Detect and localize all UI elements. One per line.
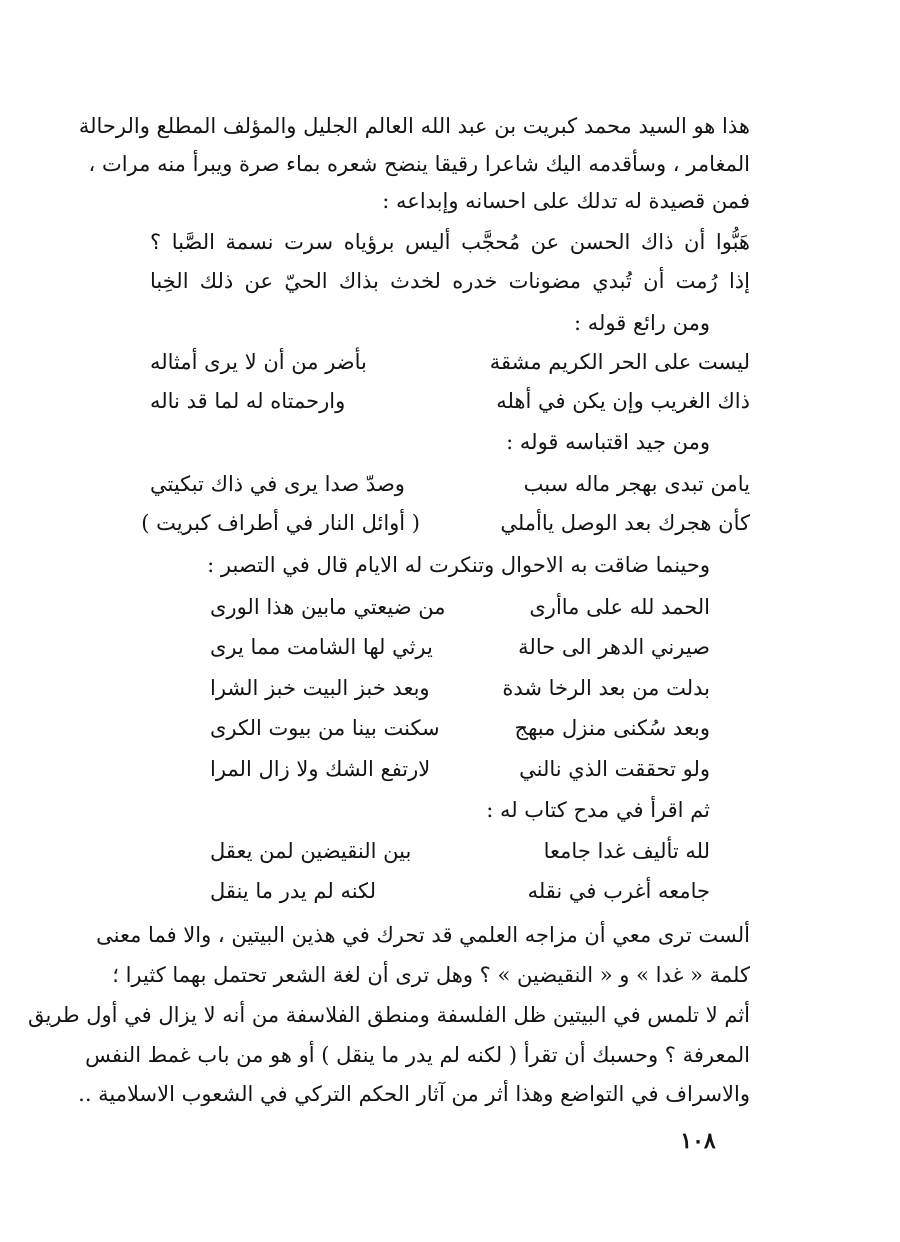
verse-second-hemistich: سكنت بينا من بيوت الكرى (210, 716, 440, 740)
verse (150, 592, 750, 622)
body-line: والاسراف في التواضع وهذا أثر من آثار الحكم التركي في الشعوب الاسلامية .. (78, 1082, 750, 1106)
verse (150, 632, 750, 662)
verse-first-hemistich: وبعد سُكنى منزل مبهج (514, 716, 710, 740)
section-heading: ثم اقرأ في مدح كتاب له : (486, 798, 710, 822)
body-line: ألست ترى معي أن مزاجه العلمي قد تحرك في هذين البيتين ، والا فما معنى (96, 923, 750, 947)
body-line: أثم لا تلمس في البيتين ظل الفلسفة ومنطق الفلاسفة من أنه لا يزال في أول طريق (27, 1003, 750, 1027)
verse-second-hemistich: بين النقيضين لمن يعقل (210, 839, 412, 863)
intro-line: هذا هو السيد محمد كبريت بن عبد الله العالم الجليل والمؤلف المطلع والرحالة (78, 114, 750, 138)
verse-line: هَبُّوا أن ذاك الحسن عن مُحجَّب أليس برؤياه سرت نسمة الصَّبا ؟ (150, 230, 750, 254)
intro-line: المغامر ، وسأقدمه اليك شاعرا رقيقا ينضح شعره بماء صرة ويبرأ منه مرات ، (88, 152, 750, 176)
verse (150, 673, 750, 703)
verse-first-hemistich: الحمد لله على ماأرى (529, 595, 710, 619)
verse (150, 469, 750, 499)
verse-second-hemistich: وارحمتاه له لما قد ناله (150, 389, 346, 413)
verse-first-hemistich: كأن هجرك بعد الوصل ياأملي (500, 511, 750, 535)
verse (150, 386, 750, 416)
verse-first-hemistich: صيرني الدهر الى حالة (518, 635, 710, 659)
verse-first-hemistich: ولو تحققت الذي نالني (519, 757, 710, 781)
verse-second-hemistich: بأضر من أن لا يرى أمثاله (150, 350, 367, 374)
verse-second-hemistich: وبعد خبز البيت خبز الشرا (210, 676, 430, 700)
verse-first-hemistich: يامن تبدى بهجر ماله سبب (523, 472, 750, 496)
section-heading: ومن جيد اقتباسه قوله : (506, 430, 710, 454)
verse-second-hemistich: لارتفع الشك ولا زال المرا (210, 757, 431, 781)
verse (150, 836, 750, 866)
verse-second-hemistich: وصدّ صدا يرى في ذاك تبكيتي (150, 472, 405, 496)
page-number: ١٠٨ (680, 1128, 716, 1154)
verse-second-hemistich: يرثي لها الشامت مما يرى (210, 635, 433, 659)
verse-first-hemistich: بدلت من بعد الرخا شدة (502, 676, 710, 700)
verse (150, 347, 750, 377)
verse-first-hemistich: ذاك الغريب وإن يكن في أهله (496, 389, 750, 413)
verse (150, 754, 750, 784)
section-heading: ومن رائع قوله : (573, 311, 710, 335)
verse (141, 508, 750, 538)
verse (150, 876, 750, 906)
intro-line: فمن قصيدة له تدلك على احسانه وإبداعه : (382, 189, 750, 213)
verse-second-hemistich: من ضيعتي مابين هذا الورى (210, 595, 446, 619)
verse-first-hemistich: ليست على الحر الكريم مشقة (489, 350, 750, 374)
verse-first-hemistich: جامعه أغرب في نقله (527, 879, 710, 903)
verse-line: إذا رُمت أن تُبدي مضونات خدره لخدث بذاك الحيّ عن ذلك الخِبا (150, 269, 750, 293)
verse-second-hemistich: ( أوائل النار في أطراف كبريت ) (141, 511, 420, 535)
body-line: كلمة « غدا » و « النقيضين » ؟ وهل ترى أن لغة الشعر تحتمل بهما كثيرا ؛ (112, 963, 750, 987)
section-heading: وحينما ضاقت به الاحوال وتنكرت له الايام قال في التصبر : (207, 553, 710, 577)
verse (150, 713, 750, 743)
verse-first-hemistich: لله تأليف غدا جامعا (543, 839, 710, 863)
verse-second-hemistich: لكنه لم يدر ما ينقل (210, 879, 377, 903)
body-line: المعرفة ؟ وحسبك أن تقرأ ( لكنه لم يدر ما ينقل ) أو هو من باب غمط النفس (85, 1043, 750, 1067)
